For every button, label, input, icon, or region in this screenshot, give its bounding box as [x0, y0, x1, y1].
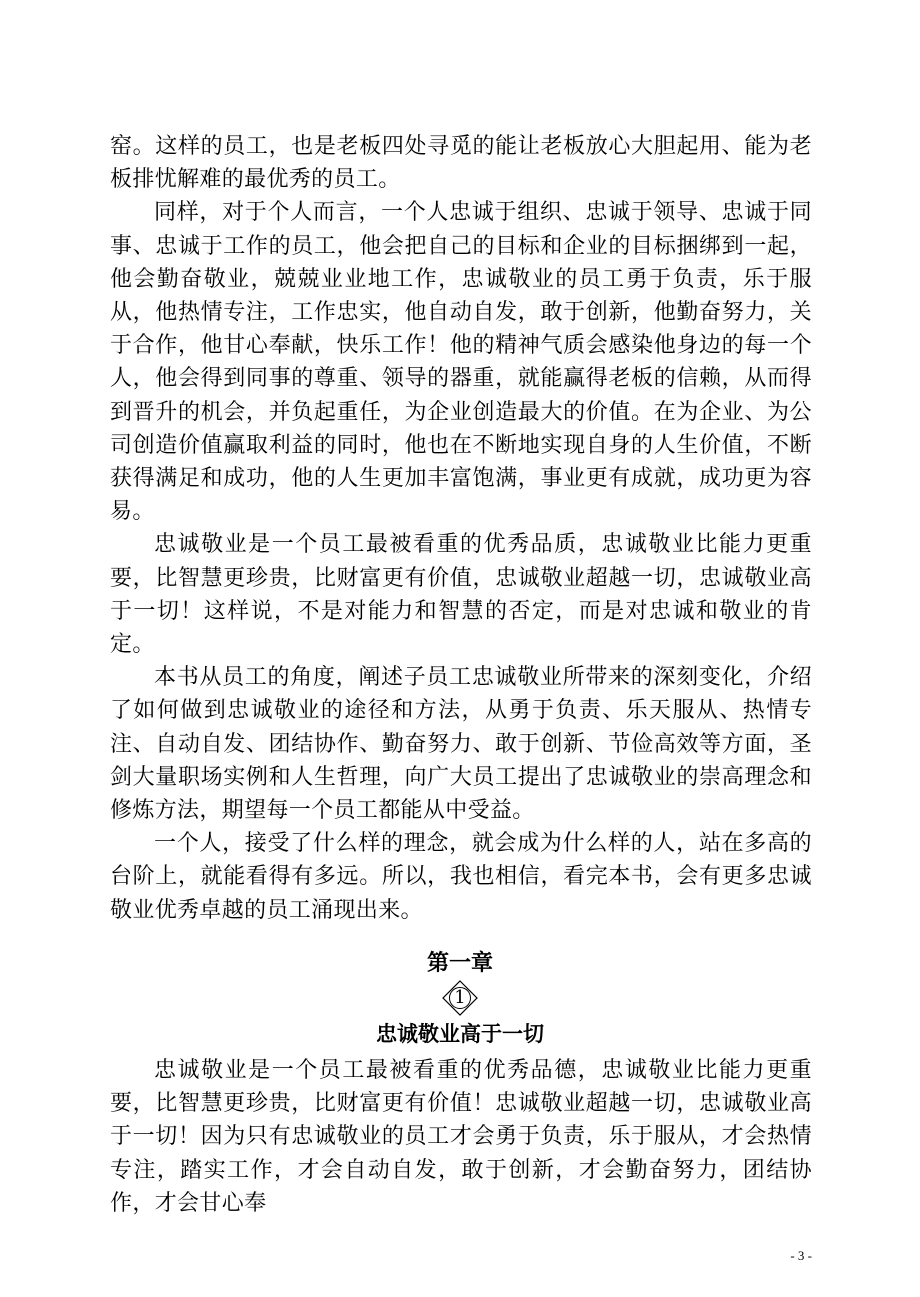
paragraph: 本书从员工的角度，阐述子员工忠诚敬业所带来的深刻变化，介绍了如何做到忠诚敬业的途径和方法，从勇于负责、乐天服从、热情专注、自动自发、团结协作、勤奋努力、敢于创新、节俭高效等方面，圣剑大量职场实例和人生哲理，向广大员工提出了忠诚敬业的崇高理念和修炼方法，期望每一个员工都能从中受益。 [110, 665, 812, 824]
body-text-block-2 [110, 1054, 812, 1220]
section-number: 1 [454, 987, 466, 1008]
paragraph: 忠诚敬业是一个员工最被看重的优秀品德，忠诚敬业比能力更重要，比智慧更珍贵，比财富更有价值！忠诚敬业超越一切，忠诚敬业高于一切！因为只有忠诚敬业的员工才会勇于负责，乐于服从，才会热情专注，踏实工作，才会自动自发，敢于创新，才会勤奋努力，团结协作，才会甘心奉 [110, 1058, 812, 1216]
section-number-badge [442, 980, 478, 1016]
paragraph: 一个人，接受了什么样的理念，就会成为什么样的人，站在多高的台阶上，就能看得有多远。所以，我也相信，看完本书，会有更多忠诚敬业优秀卓越的员工涌现出来。 [110, 831, 812, 923]
chapter-title: 第一章 [426, 951, 493, 976]
paragraph-continued: 窑。这样的员工，也是老板四处寻觅的能让老板放心大胆起用、能为老板排忧解难的最优秀的员工。 [110, 134, 812, 193]
body-text-block-1 [110, 130, 812, 927]
section-title: 忠诚敬业高于一切 [376, 1022, 544, 1046]
paragraph: 同样，对于个人而言，一个人忠诚于组织、忠诚于领导、忠诚于同事、忠诚于工作的员工，他会把自己的目标和企业的目标捆绑到一起，他会勤奋敬业，兢兢业业地工作，忠诚敬业的员工勇于负责，乐于服从，他热情专注，工作忠实，他自动自发，敢于创新，他勤奋努力，关于合作，他甘心奉献，快乐工作！他的精神气质会感染他身边的每一个人，他会得到同事的尊重、领导的器重，就能赢得老板的信赖，从而得到晋升的机会，并负起重任，为企业创造最大的价值。在为企业、为公司创造价值赢取利益的同时，他也在不断地实现自身的人生价值，不断获得满足和成功，他的人生更加丰富饱满，事业更有成就，成功更为容易。 [110, 200, 812, 525]
paragraph: 忠诚敬业是一个员工最被看重的优秀品质，忠诚敬业比能力更重要，比智慧更珍贵，比财富更有价值，忠诚敬业超越一切，忠诚敬业高于一切！这样说，不是对能力和智慧的否定，而是对忠诚和敬业的肯定。 [110, 532, 812, 658]
page-number: - 3 - [790, 1248, 812, 1263]
